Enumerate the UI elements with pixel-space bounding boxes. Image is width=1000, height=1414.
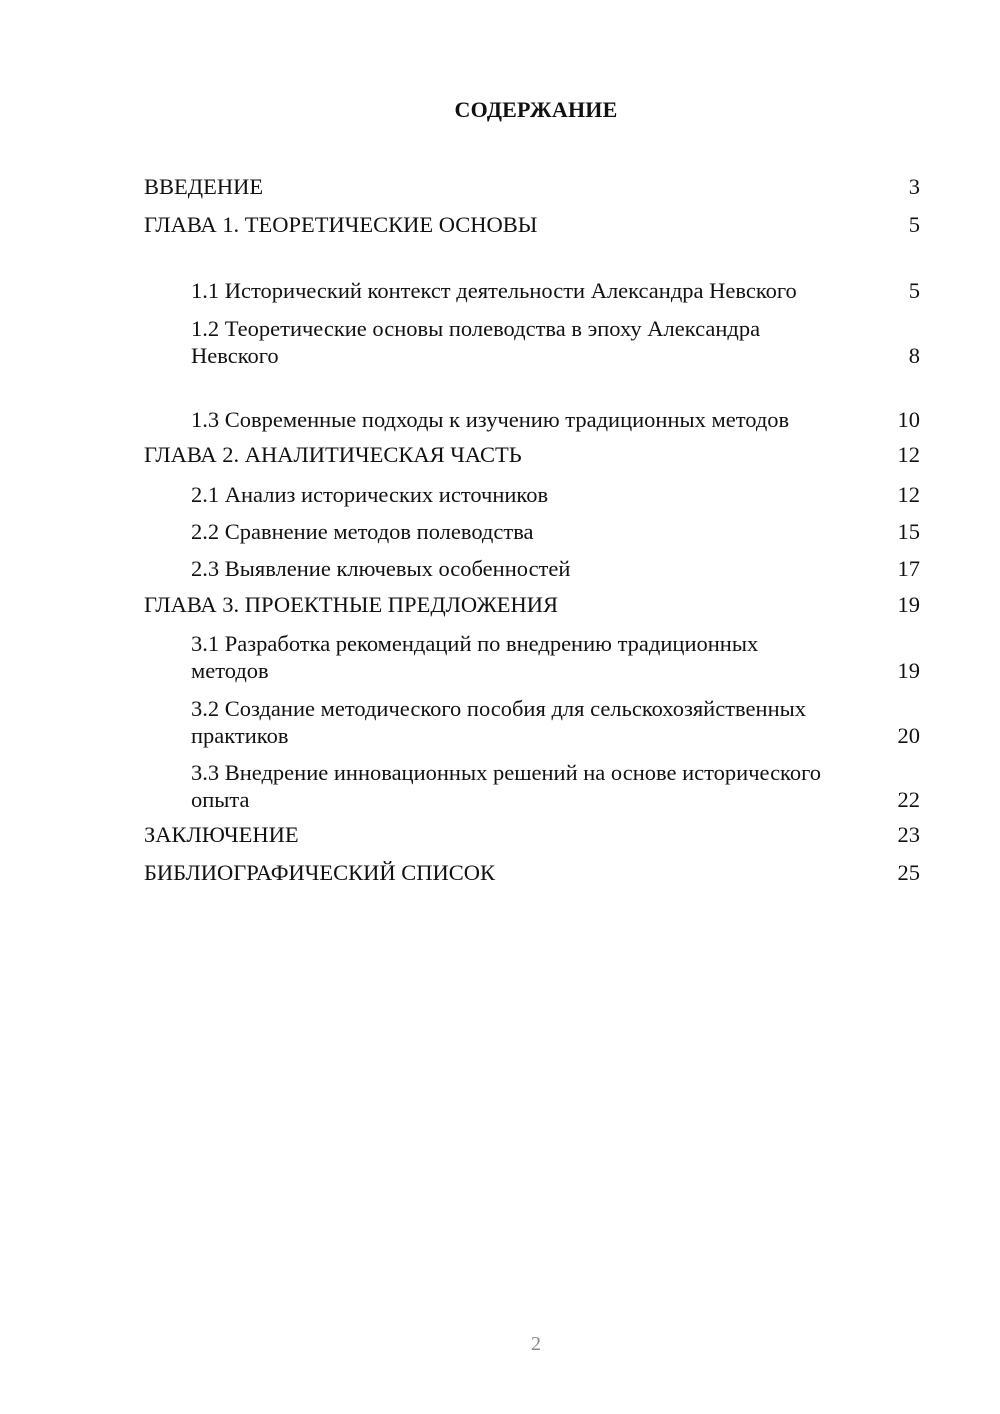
toc-entry-page: 19: [897, 591, 920, 617]
page-number: 2: [531, 1333, 541, 1355]
toc-entry-label: ЗАКЛЮЧЕНИЕ: [144, 822, 299, 848]
toc-entry-label: ГЛАВА 3. ПРОЕКТНЫЕ ПРЕДЛОЖЕНИЯ: [144, 591, 559, 617]
toc-entry-2-1[interactable]: [144, 473, 920, 510]
toc-entry-label: 3.1 Разработка рекомендаций по внедрению традиционных методов: [191, 631, 759, 684]
toc-entry-1-2[interactable]: [144, 307, 920, 372]
toc-entry-label: 2.1 Анализ исторических источников: [191, 481, 549, 507]
toc-entry-page: 5: [908, 211, 920, 237]
toc-entry-page: 12: [897, 481, 920, 507]
toc-entry-1-3[interactable]: [144, 372, 920, 437]
page-title: СОДЕРЖАНИЕ: [454, 97, 618, 122]
toc-entry-label: 2.2 Сравнение методов полеводства: [191, 518, 534, 544]
toc-entry-3-1[interactable]: [144, 623, 920, 688]
toc-entry-1-1[interactable]: [144, 243, 920, 308]
toc-entry-chapter-3[interactable]: [144, 585, 920, 622]
toc-entry-label: ГЛАВА 2. АНАЛИТИЧЕСКАЯ ЧАСТЬ: [144, 442, 522, 468]
toc-entry-page: 8: [908, 342, 920, 368]
toc-entry-label: БИБЛИОГРАФИЧЕСКИЙ СПИСОК: [144, 859, 496, 885]
toc-entry-page: 25: [897, 859, 920, 885]
table-of-contents: [144, 168, 920, 891]
toc-entry-page: 5: [908, 278, 920, 304]
toc-entry-3-3[interactable]: [144, 752, 920, 817]
toc-entry-page: 15: [897, 518, 920, 544]
toc-entry-conclusion[interactable]: [144, 816, 920, 853]
toc-entry-label: 1.2 Теоретические основы полеводства в эпоху Александра Невского: [191, 315, 761, 368]
toc-entry-page: 17: [897, 556, 920, 582]
toc-entry-label: 2.3 Выявление ключевых особенностей: [191, 556, 571, 582]
toc-entry-introduction[interactable]: [144, 168, 920, 205]
toc-entry-bibliography[interactable]: [144, 853, 920, 890]
toc-entry-label: 1.3 Современные подходы к изучению традиционных методов: [191, 407, 790, 433]
toc-entry-label: ГЛАВА 1. ТЕОРЕТИЧЕСКИЕ ОСНОВЫ: [144, 211, 538, 237]
toc-entry-2-2[interactable]: [144, 511, 920, 548]
toc-entry-label: ВВЕДЕНИЕ: [144, 174, 264, 200]
toc-entry-3-2[interactable]: [144, 687, 920, 752]
toc-entry-page: 3: [908, 174, 920, 200]
toc-entry-label: 3.3 Внедрение инновационных решений на основе исторического опыта: [191, 760, 822, 813]
toc-entry-page: 10: [897, 407, 920, 433]
toc-entry-chapter-2[interactable]: [144, 436, 920, 473]
toc-entry-page: 20: [897, 722, 920, 748]
toc-entry-label: 3.2 Создание методического пособия для сельскохозяйственных практиков: [191, 695, 806, 748]
toc-entry-chapter-1[interactable]: [144, 205, 920, 242]
toc-entry-page: 12: [897, 442, 920, 468]
toc-entry-page: 19: [897, 658, 920, 684]
toc-entry-page: 23: [897, 822, 920, 848]
toc-entry-page: 22: [897, 787, 920, 813]
toc-entry-label: 1.1 Исторический контекст деятельности Александра Невского: [191, 278, 797, 304]
toc-entry-2-3[interactable]: [144, 548, 920, 585]
